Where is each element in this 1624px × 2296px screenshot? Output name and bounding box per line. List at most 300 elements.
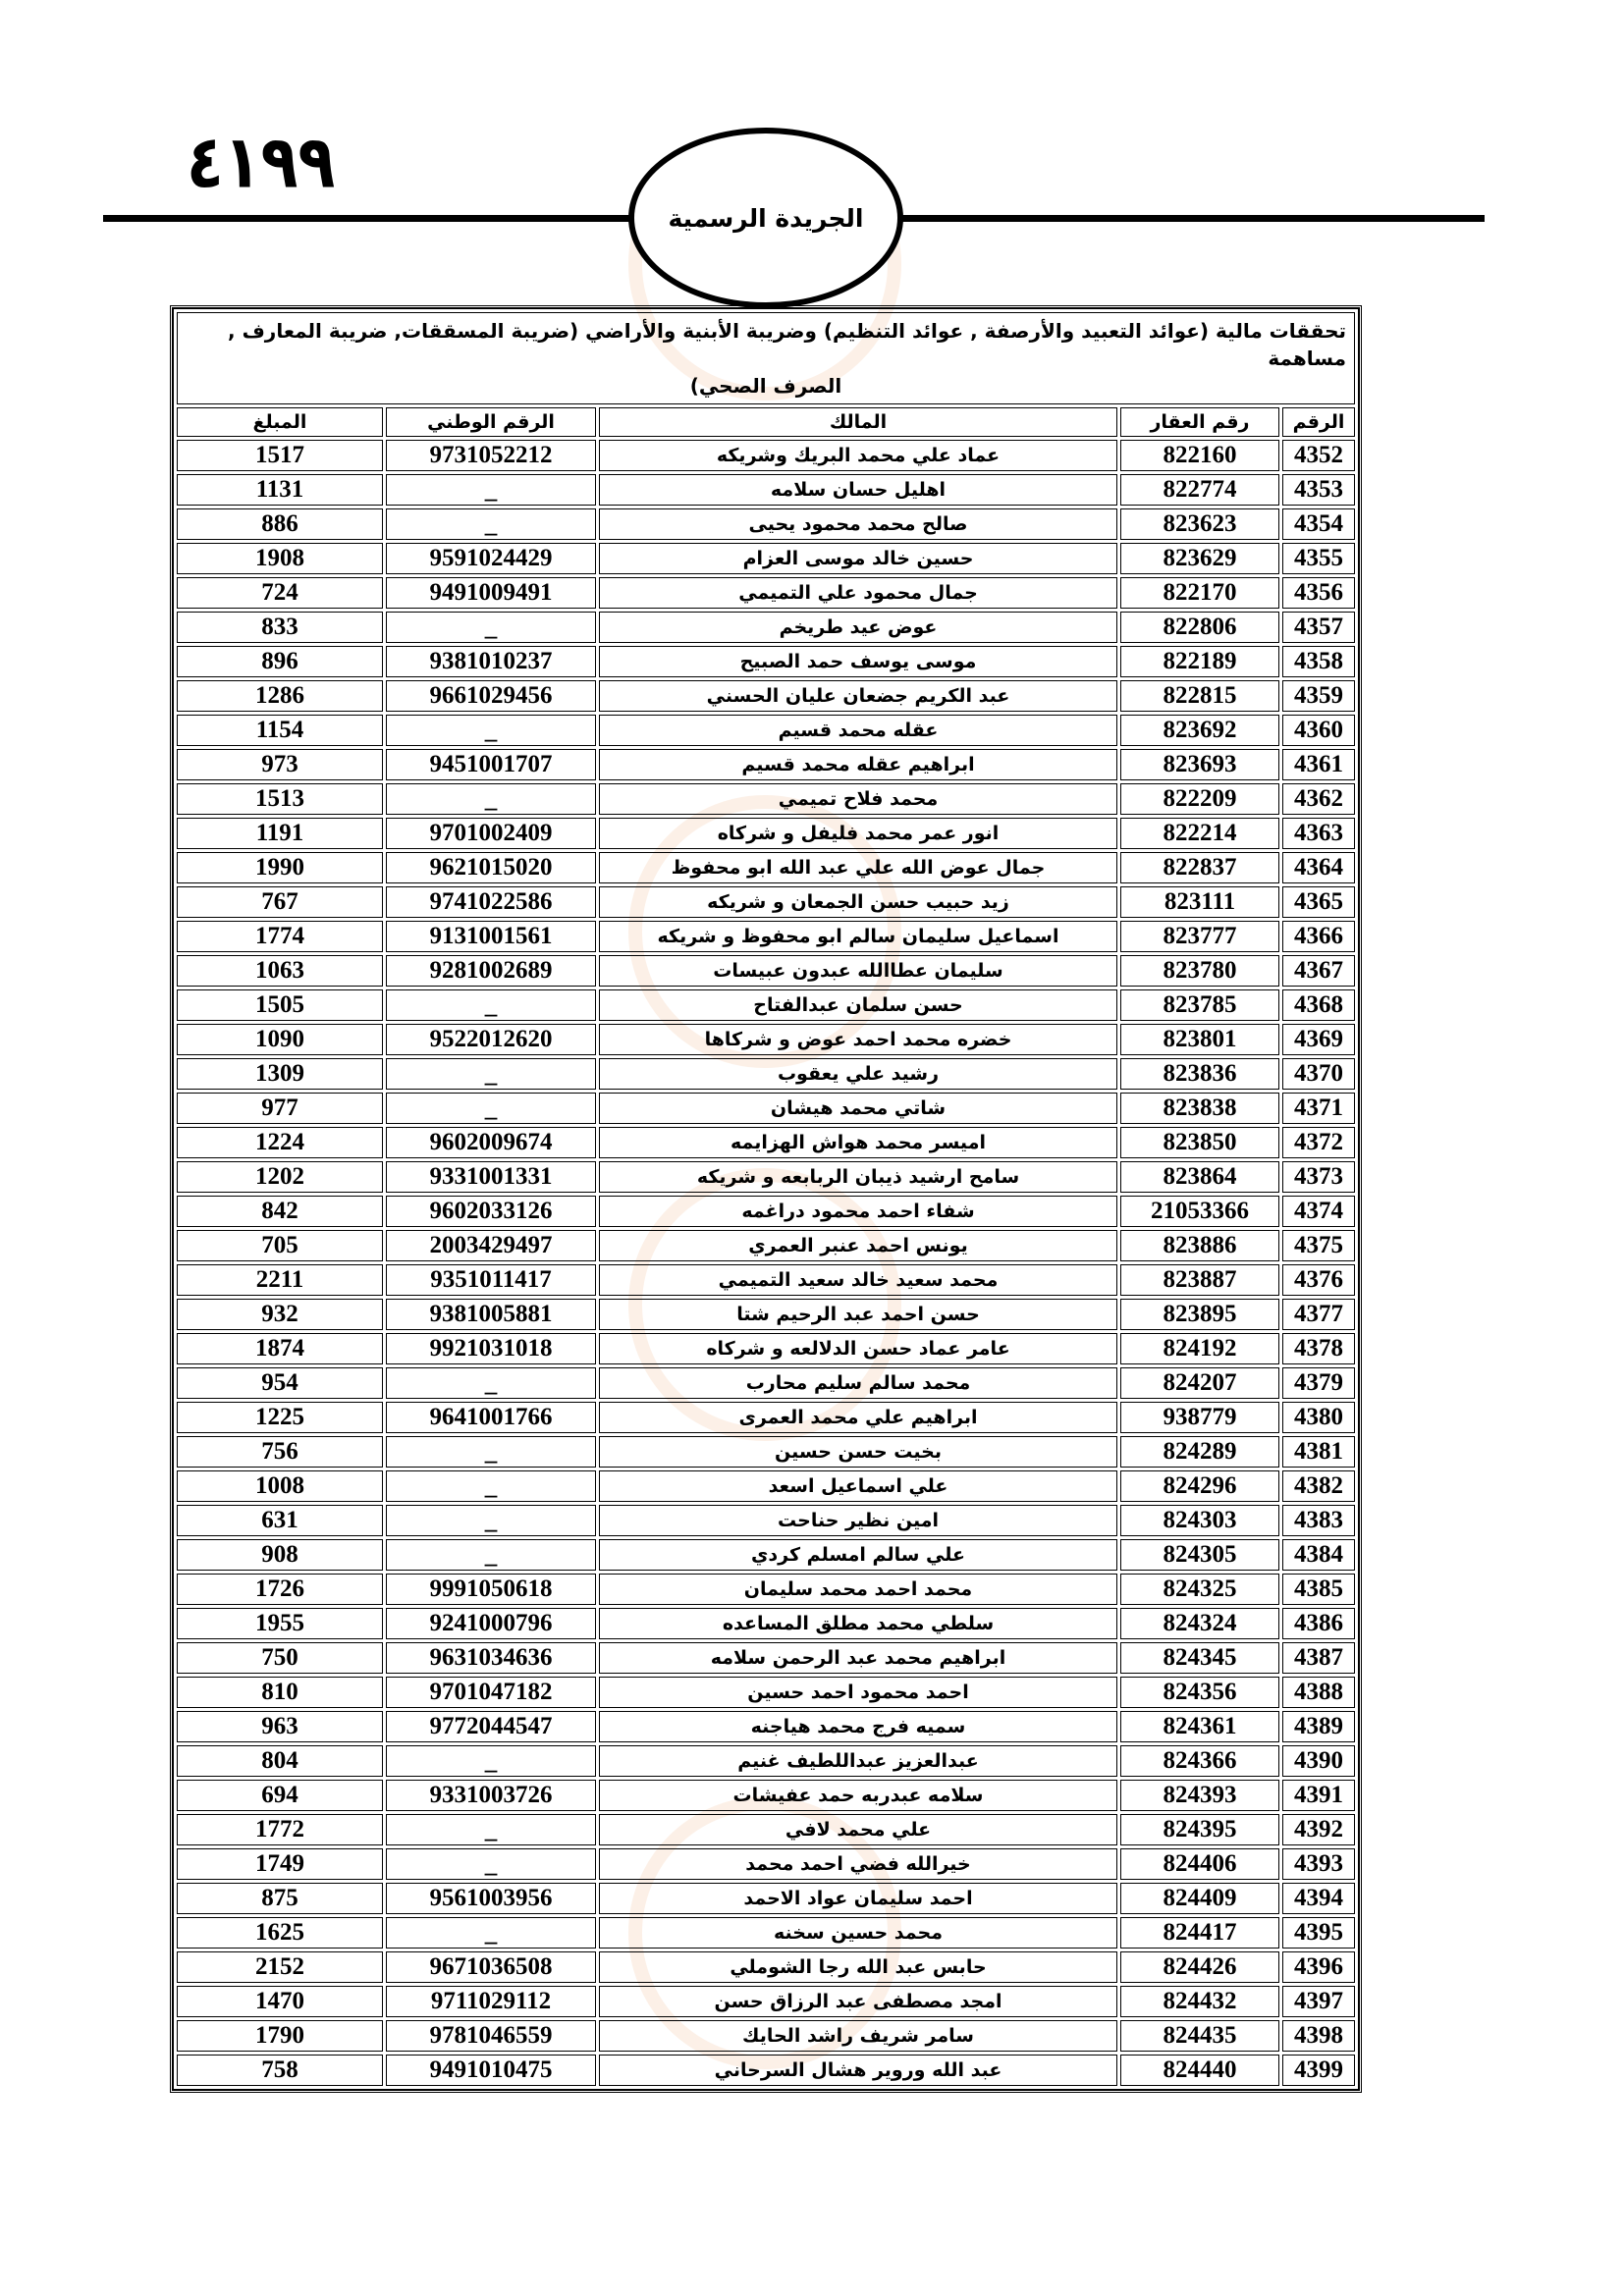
row-number: 4359 xyxy=(1282,680,1355,712)
amount: 842 xyxy=(177,1196,383,1227)
parcel-number: 824305 xyxy=(1120,1539,1279,1571)
row-number: 4394 xyxy=(1282,1883,1355,1914)
amount: 804 xyxy=(177,1745,383,1777)
amount: 1790 xyxy=(177,2020,383,2052)
table-row xyxy=(177,715,1355,746)
row-number: 4377 xyxy=(1282,1299,1355,1330)
table-row xyxy=(177,1093,1355,1124)
row-number: 4361 xyxy=(1282,749,1355,780)
parcel-number: 823864 xyxy=(1120,1161,1279,1193)
amount: 963 xyxy=(177,1711,383,1742)
amount: 875 xyxy=(177,1883,383,1914)
amount: 1202 xyxy=(177,1161,383,1193)
table-row xyxy=(177,989,1355,1021)
table-title-line1: تحققات مالية (عوائد التعبيد والأرصفة , عوائد التنظيم) وضريبة الأبنية والأراضي (ضريبة المسققات, ضريبة المعارف , مساهمة xyxy=(228,319,1346,370)
table-row xyxy=(177,749,1355,780)
row-number: 4385 xyxy=(1282,1574,1355,1605)
owner-name: زيد حبيب حسن الجمعان و شريكه xyxy=(599,886,1117,918)
national-id: _ xyxy=(386,1848,596,1880)
row-number: 4395 xyxy=(1282,1917,1355,1949)
amount: 1625 xyxy=(177,1917,383,1949)
parcel-number: 823887 xyxy=(1120,1264,1279,1296)
row-number: 4369 xyxy=(1282,1024,1355,1055)
owner-name: محمد فلاح تميمي xyxy=(599,783,1117,815)
amount: 750 xyxy=(177,1642,383,1674)
table-row xyxy=(177,1230,1355,1261)
table-row xyxy=(177,1745,1355,1777)
row-number: 4382 xyxy=(1282,1470,1355,1502)
amount: 1990 xyxy=(177,852,383,883)
national-id: _ xyxy=(386,1470,596,1502)
parcel-number: 823629 xyxy=(1120,543,1279,574)
amount: 810 xyxy=(177,1677,383,1708)
table-row xyxy=(177,1299,1355,1330)
row-number: 4386 xyxy=(1282,1608,1355,1639)
owner-name: عبدالعزيز عبداللطيف غنيم xyxy=(599,1745,1117,1777)
owner-name: امجد مصطفى عبد الرزاق حسن xyxy=(599,1986,1117,2017)
national-id: _ xyxy=(386,783,596,815)
row-number: 4367 xyxy=(1282,955,1355,987)
parcel-number: 822160 xyxy=(1120,440,1279,471)
amount: 886 xyxy=(177,508,383,540)
owner-name: موسى يوسف حمد الصبيح xyxy=(599,646,1117,677)
parcel-number: 823895 xyxy=(1120,1299,1279,1330)
parcel-number: 823836 xyxy=(1120,1058,1279,1090)
amount: 1225 xyxy=(177,1402,383,1433)
row-number: 4392 xyxy=(1282,1814,1355,1845)
amount: 1309 xyxy=(177,1058,383,1090)
owner-name: شفاء احمد محمود دراغمه xyxy=(599,1196,1117,1227)
owner-name: محمد احمد محمد سليمان xyxy=(599,1574,1117,1605)
parcel-number: 824417 xyxy=(1120,1917,1279,1949)
table-row xyxy=(177,955,1355,987)
owner-name: عوض عيد طريخم xyxy=(599,612,1117,643)
parcel-number: 822815 xyxy=(1120,680,1279,712)
parcel-number: 824345 xyxy=(1120,1642,1279,1674)
amount: 767 xyxy=(177,886,383,918)
national-id: 9602009674 xyxy=(386,1127,596,1158)
table-row xyxy=(177,1196,1355,1227)
amount: 756 xyxy=(177,1436,383,1468)
table-row xyxy=(177,680,1355,712)
table-row xyxy=(177,1711,1355,1742)
row-number: 4373 xyxy=(1282,1161,1355,1193)
national-id: 9451001707 xyxy=(386,749,596,780)
amount: 2211 xyxy=(177,1264,383,1296)
amount: 896 xyxy=(177,646,383,677)
parcel-number: 824324 xyxy=(1120,1608,1279,1639)
row-number: 4396 xyxy=(1282,1951,1355,1983)
national-id: 9491009491 xyxy=(386,577,596,609)
table-row xyxy=(177,1642,1355,1674)
owner-name: سلطي محمد مطلق المساعده xyxy=(599,1608,1117,1639)
row-number: 4384 xyxy=(1282,1539,1355,1571)
owner-name: صالح محمد محمود يحيى xyxy=(599,508,1117,540)
amount: 2152 xyxy=(177,1951,383,1983)
owner-name: محمد سعيد خالد سعيد التميمي xyxy=(599,1264,1117,1296)
national-id: 9591024429 xyxy=(386,543,596,574)
table-row xyxy=(177,783,1355,815)
national-id: _ xyxy=(386,1814,596,1845)
national-id: 9731052212 xyxy=(386,440,596,471)
amount: 1191 xyxy=(177,818,383,849)
row-number: 4374 xyxy=(1282,1196,1355,1227)
row-number: 4375 xyxy=(1282,1230,1355,1261)
col-parcel: رقم العقار xyxy=(1120,407,1279,437)
national-id: 9741022586 xyxy=(386,886,596,918)
parcel-number: 823693 xyxy=(1120,749,1279,780)
amount: 1726 xyxy=(177,1574,383,1605)
national-id: 9381010237 xyxy=(386,646,596,677)
owner-name: سلامه عبدربه حمد عفيشات xyxy=(599,1780,1117,1811)
row-number: 4388 xyxy=(1282,1677,1355,1708)
col-national-id: الرقم الوطني xyxy=(386,407,596,437)
parcel-number: 824366 xyxy=(1120,1745,1279,1777)
owner-name: خضره محمد احمد عوض و شركاها xyxy=(599,1024,1117,1055)
parcel-number: 824393 xyxy=(1120,1780,1279,1811)
amount: 1286 xyxy=(177,680,383,712)
national-id: 9671036508 xyxy=(386,1951,596,1983)
owner-name: عامر عماد حسن الدلالعه و شركاه xyxy=(599,1333,1117,1364)
parcel-number: 823692 xyxy=(1120,715,1279,746)
owner-name: سليمان عطاالله عبدون عبيسات xyxy=(599,955,1117,987)
row-number: 4356 xyxy=(1282,577,1355,609)
owner-name: امين نظير حناحت xyxy=(599,1505,1117,1536)
gazette-title-oval xyxy=(628,128,903,308)
amount: 1774 xyxy=(177,921,383,952)
table-row xyxy=(177,1367,1355,1399)
owner-name: يونس احمد عنبر العمري xyxy=(599,1230,1117,1261)
amount: 1470 xyxy=(177,1986,383,2017)
parcel-number: 823886 xyxy=(1120,1230,1279,1261)
national-id: 9991050618 xyxy=(386,1574,596,1605)
table-row xyxy=(177,1986,1355,2017)
national-id: 9561003956 xyxy=(386,1883,596,1914)
table-row xyxy=(177,1058,1355,1090)
national-id: 9602033126 xyxy=(386,1196,596,1227)
national-id: 9921031018 xyxy=(386,1333,596,1364)
parcel-number: 823801 xyxy=(1120,1024,1279,1055)
amount: 1090 xyxy=(177,1024,383,1055)
amount: 1505 xyxy=(177,989,383,1021)
parcel-number: 823838 xyxy=(1120,1093,1279,1124)
parcel-number: 823111 xyxy=(1120,886,1279,918)
table-row xyxy=(177,2055,1355,2086)
parcel-number: 824409 xyxy=(1120,1883,1279,1914)
table-row xyxy=(177,1127,1355,1158)
table-row xyxy=(177,1024,1355,1055)
amount: 1874 xyxy=(177,1333,383,1364)
table-row xyxy=(177,1436,1355,1468)
table-row xyxy=(177,2020,1355,2052)
row-number: 4391 xyxy=(1282,1780,1355,1811)
table-header-row xyxy=(177,407,1355,437)
owner-name: اسماعيل سليمان سالم ابو محفوظ و شريكه xyxy=(599,921,1117,952)
amount: 977 xyxy=(177,1093,383,1124)
owner-name: علي محمد لافي xyxy=(599,1814,1117,1845)
row-number: 4353 xyxy=(1282,474,1355,506)
national-id: 9661029456 xyxy=(386,680,596,712)
amount: 1154 xyxy=(177,715,383,746)
parcel-number: 824325 xyxy=(1120,1574,1279,1605)
national-id: 9781046559 xyxy=(386,2020,596,2052)
amount: 1513 xyxy=(177,783,383,815)
national-id: _ xyxy=(386,715,596,746)
table-title xyxy=(177,312,1355,404)
row-number: 4364 xyxy=(1282,852,1355,883)
row-number: 4365 xyxy=(1282,886,1355,918)
owner-name: حسين خالد موسى العزام xyxy=(599,543,1117,574)
row-number: 4379 xyxy=(1282,1367,1355,1399)
table-row xyxy=(177,1883,1355,1914)
row-number: 4398 xyxy=(1282,2020,1355,2052)
table-row xyxy=(177,1780,1355,1811)
owner-name: خيرالله فضي احمد محمد xyxy=(599,1848,1117,1880)
parcel-number: 824361 xyxy=(1120,1711,1279,1742)
owner-name: احمد محمود احمد حسين xyxy=(599,1677,1117,1708)
table-row xyxy=(177,1814,1355,1845)
amount: 1517 xyxy=(177,440,383,471)
owner-name: حسن احمد عبد الرحيم شتا xyxy=(599,1299,1117,1330)
table-row xyxy=(177,1470,1355,1502)
row-number: 4366 xyxy=(1282,921,1355,952)
parcel-number: 822774 xyxy=(1120,474,1279,506)
owner-name: عبد الكريم جضعان عليان الحسني xyxy=(599,680,1117,712)
owner-name: ابراهيم عقله محمد قسيم xyxy=(599,749,1117,780)
owner-name: اهليل حسان سلامه xyxy=(599,474,1117,506)
table-row xyxy=(177,1608,1355,1639)
col-number: الرقم xyxy=(1282,407,1355,437)
parcel-number: 823780 xyxy=(1120,955,1279,987)
amount: 694 xyxy=(177,1780,383,1811)
owner-name: عقله محمد قسيم xyxy=(599,715,1117,746)
row-number: 4363 xyxy=(1282,818,1355,849)
national-id: 9711029112 xyxy=(386,1986,596,2017)
amount: 724 xyxy=(177,577,383,609)
table-row xyxy=(177,921,1355,952)
row-number: 4370 xyxy=(1282,1058,1355,1090)
row-number: 4360 xyxy=(1282,715,1355,746)
owner-name: حسن سلمان عبدالفتاح xyxy=(599,989,1117,1021)
national-id: 9701002409 xyxy=(386,818,596,849)
table-row xyxy=(177,474,1355,506)
national-id: _ xyxy=(386,474,596,506)
row-number: 4390 xyxy=(1282,1745,1355,1777)
col-owner: المالك xyxy=(599,407,1117,437)
owner-name: اميسر محمد هواش الهزايمه xyxy=(599,1127,1117,1158)
table-title-line2: الصرف الصحي) xyxy=(689,374,842,398)
national-id: _ xyxy=(386,989,596,1021)
table-row xyxy=(177,1505,1355,1536)
amount: 705 xyxy=(177,1230,383,1261)
national-id: 9241000796 xyxy=(386,1608,596,1639)
parcel-number: 823850 xyxy=(1120,1127,1279,1158)
national-id: _ xyxy=(386,1093,596,1124)
table-row xyxy=(177,852,1355,883)
table-row xyxy=(177,1333,1355,1364)
owner-name: علي اسماعيل اسعد xyxy=(599,1470,1117,1502)
row-number: 4397 xyxy=(1282,1986,1355,2017)
row-number: 4393 xyxy=(1282,1848,1355,1880)
row-number: 4372 xyxy=(1282,1127,1355,1158)
owner-name: سميه فرج محمد هياجنه xyxy=(599,1711,1117,1742)
national-id: 9381005881 xyxy=(386,1299,596,1330)
financial-dues-table xyxy=(172,307,1360,2091)
table-row xyxy=(177,1264,1355,1296)
national-id: _ xyxy=(386,1058,596,1090)
national-id: 9281002689 xyxy=(386,955,596,987)
amount: 1908 xyxy=(177,543,383,574)
owner-name: علي سالم امسلم كردي xyxy=(599,1539,1117,1571)
owner-name: انور عمر محمد فليفل و شركاه xyxy=(599,818,1117,849)
owner-name: ابراهيم محمد عبد الرحمن سلامه xyxy=(599,1642,1117,1674)
owner-name: شاتي محمد هيشان xyxy=(599,1093,1117,1124)
national-id: 9491010475 xyxy=(386,2055,596,2086)
row-number: 4380 xyxy=(1282,1402,1355,1433)
parcel-number: 938779 xyxy=(1120,1402,1279,1433)
national-id: _ xyxy=(386,1436,596,1468)
owner-name: جمال عوض الله علي عبد الله ابو محفوظ xyxy=(599,852,1117,883)
national-id: _ xyxy=(386,1917,596,1949)
parcel-number: 823777 xyxy=(1120,921,1279,952)
parcel-number: 824395 xyxy=(1120,1814,1279,1845)
table-row xyxy=(177,1951,1355,1983)
table-row xyxy=(177,818,1355,849)
row-number: 4371 xyxy=(1282,1093,1355,1124)
table-row xyxy=(177,646,1355,677)
amount: 1224 xyxy=(177,1127,383,1158)
table-row xyxy=(177,1848,1355,1880)
owner-name: ابراهيم علي محمد العمرى xyxy=(599,1402,1117,1433)
parcel-number: 824440 xyxy=(1120,2055,1279,2086)
national-id: _ xyxy=(386,508,596,540)
amount: 1131 xyxy=(177,474,383,506)
row-number: 4383 xyxy=(1282,1505,1355,1536)
owner-name: احمد سليمان عواد الاحمد xyxy=(599,1883,1117,1914)
table-row xyxy=(177,508,1355,540)
parcel-number: 824432 xyxy=(1120,1986,1279,2017)
page-number: ٤١٩٩ xyxy=(187,118,336,205)
owner-name: محمد سالم سليم محارب xyxy=(599,1367,1117,1399)
table-row xyxy=(177,543,1355,574)
national-id: 9522012620 xyxy=(386,1024,596,1055)
table-row xyxy=(177,1574,1355,1605)
parcel-number: 824296 xyxy=(1120,1470,1279,1502)
owner-name: بخيت حسن حسين xyxy=(599,1436,1117,1468)
row-number: 4381 xyxy=(1282,1436,1355,1468)
national-id: _ xyxy=(386,1505,596,1536)
amount: 973 xyxy=(177,749,383,780)
owner-name: عماد علي محمد البريك وشريكه xyxy=(599,440,1117,471)
owner-name: جمال محمود علي التميمي xyxy=(599,577,1117,609)
national-id: 9331003726 xyxy=(386,1780,596,1811)
table-row xyxy=(177,886,1355,918)
amount: 833 xyxy=(177,612,383,643)
table-row xyxy=(177,440,1355,471)
amount: 1008 xyxy=(177,1470,383,1502)
owner-name: سامر شريف راشد الحايك xyxy=(599,2020,1117,2052)
parcel-number: 822837 xyxy=(1120,852,1279,883)
row-number: 4358 xyxy=(1282,646,1355,677)
national-id: 9331001331 xyxy=(386,1161,596,1193)
parcel-number: 824289 xyxy=(1120,1436,1279,1468)
national-id: 9772044547 xyxy=(386,1711,596,1742)
owner-name: عبد الله وروير هشال السرحاني xyxy=(599,2055,1117,2086)
national-id: _ xyxy=(386,612,596,643)
parcel-number: 21053366 xyxy=(1120,1196,1279,1227)
row-number: 4362 xyxy=(1282,783,1355,815)
amount: 932 xyxy=(177,1299,383,1330)
row-number: 4355 xyxy=(1282,543,1355,574)
owner-name: سامح ارشيد ذيبان الربابعه و شريكه xyxy=(599,1161,1117,1193)
national-id: _ xyxy=(386,1367,596,1399)
amount: 758 xyxy=(177,2055,383,2086)
parcel-number: 822170 xyxy=(1120,577,1279,609)
owner-name: حابس عبد الله رجا الشوملي xyxy=(599,1951,1117,1983)
table-row xyxy=(177,577,1355,609)
parcel-number: 824406 xyxy=(1120,1848,1279,1880)
national-id: 9351011417 xyxy=(386,1264,596,1296)
amount: 1955 xyxy=(177,1608,383,1639)
parcel-number: 824207 xyxy=(1120,1367,1279,1399)
parcel-number: 824303 xyxy=(1120,1505,1279,1536)
parcel-number: 822806 xyxy=(1120,612,1279,643)
row-number: 4354 xyxy=(1282,508,1355,540)
col-amount: المبلغ xyxy=(177,407,383,437)
row-number: 4387 xyxy=(1282,1642,1355,1674)
row-number: 4399 xyxy=(1282,2055,1355,2086)
row-number: 4352 xyxy=(1282,440,1355,471)
amount: 1749 xyxy=(177,1848,383,1880)
table-row xyxy=(177,612,1355,643)
amount: 908 xyxy=(177,1539,383,1571)
row-number: 4357 xyxy=(1282,612,1355,643)
table-row xyxy=(177,1539,1355,1571)
amount: 1063 xyxy=(177,955,383,987)
parcel-number: 822209 xyxy=(1120,783,1279,815)
national-id: _ xyxy=(386,1539,596,1571)
amount: 954 xyxy=(177,1367,383,1399)
national-id: 9641001766 xyxy=(386,1402,596,1433)
national-id: 9701047182 xyxy=(386,1677,596,1708)
national-id: 9631034636 xyxy=(386,1642,596,1674)
national-id: 9131001561 xyxy=(386,921,596,952)
gazette-title: الجريدة الرسمية xyxy=(668,203,864,233)
table-row xyxy=(177,1402,1355,1433)
national-id: _ xyxy=(386,1745,596,1777)
parcel-number: 824356 xyxy=(1120,1677,1279,1708)
national-id: 9621015020 xyxy=(386,852,596,883)
owner-name: محمد حسين سخنه xyxy=(599,1917,1117,1949)
national-id: 2003429497 xyxy=(386,1230,596,1261)
row-number: 4368 xyxy=(1282,989,1355,1021)
parcel-number: 822189 xyxy=(1120,646,1279,677)
parcel-number: 822214 xyxy=(1120,818,1279,849)
parcel-number: 824435 xyxy=(1120,2020,1279,2052)
amount: 631 xyxy=(177,1505,383,1536)
table-row xyxy=(177,1677,1355,1708)
row-number: 4376 xyxy=(1282,1264,1355,1296)
table-row xyxy=(177,1161,1355,1193)
table-row xyxy=(177,1917,1355,1949)
row-number: 4378 xyxy=(1282,1333,1355,1364)
parcel-number: 824426 xyxy=(1120,1951,1279,1983)
parcel-number: 824192 xyxy=(1120,1333,1279,1364)
parcel-number: 823785 xyxy=(1120,989,1279,1021)
parcel-number: 823623 xyxy=(1120,508,1279,540)
amount: 1772 xyxy=(177,1814,383,1845)
owner-name: رشيد علي يعقوب xyxy=(599,1058,1117,1090)
